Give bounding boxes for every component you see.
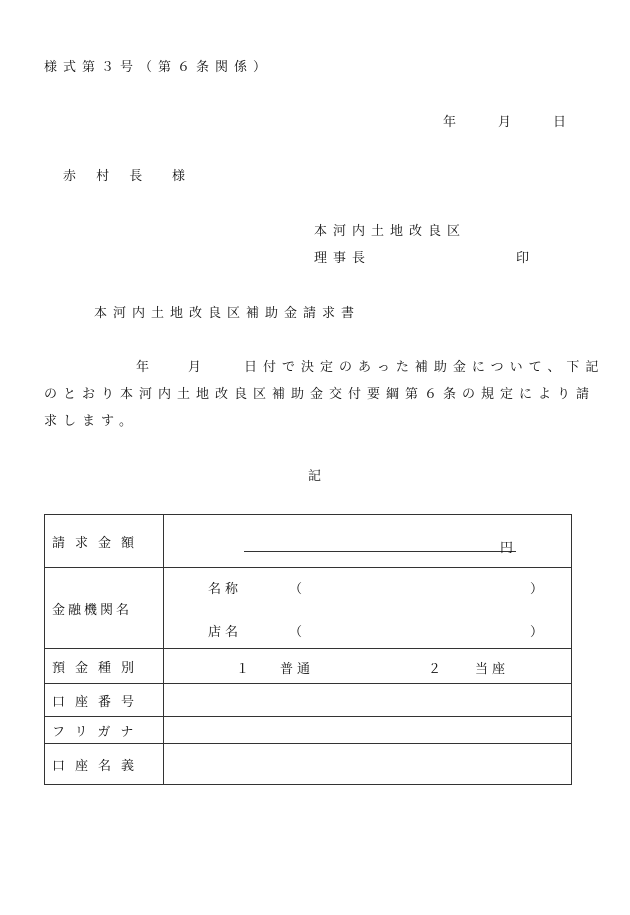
bank-name-label: 名称 [208, 582, 243, 597]
bank-name-paren-close: ） [530, 582, 544, 597]
account-name-cell[interactable] [164, 744, 572, 785]
account-number-cell[interactable] [164, 684, 572, 717]
furigana-row [45, 717, 572, 744]
ki-heading: 記 [308, 469, 322, 484]
form-number: 様式第３号（第６条関係） [44, 60, 273, 75]
sender-title: 理事長 [314, 251, 372, 266]
deposit-type-label: 預金種別 [45, 649, 164, 684]
deposit-option-1-number: １ [236, 662, 250, 677]
bank-branch-label: 店名 [208, 625, 243, 640]
account-number-row [45, 684, 572, 717]
body-line-1: 日付で決定のあった補助金について、下記 [244, 360, 605, 375]
amount-unit: 円 [500, 541, 514, 556]
document-title: 本河内土地改良区補助金請求書 [94, 306, 361, 321]
date-day: 日 [553, 115, 567, 130]
body-line-3: 求します。 [44, 414, 138, 429]
bank-branch-paren-close: ） [530, 625, 544, 640]
date-year: 年 [443, 115, 457, 130]
body-month: 月 [188, 360, 202, 375]
bank-row [45, 568, 572, 649]
addressee-name: 赤 村 長 [63, 169, 151, 184]
bank-branch-paren-open: （ [289, 625, 303, 640]
seal-mark: 印 [516, 251, 530, 266]
furigana-label: フリガナ [45, 717, 164, 744]
bank-name-paren-open: （ [289, 582, 303, 597]
deposit-option-1[interactable]: 普通 [280, 662, 315, 677]
amount-row [45, 515, 572, 568]
amount-label: 請求金額 [45, 515, 164, 568]
bank-cell[interactable] [164, 568, 572, 649]
body-line-2: のとおり本河内土地改良区補助金交付要綱第６条の規定により請 [44, 387, 596, 402]
amount-underline [244, 551, 516, 552]
sender-organization: 本河内土地改良区 [314, 224, 467, 239]
bank-label: 金融機関名 [45, 568, 164, 649]
deposit-type-cell[interactable] [164, 649, 572, 684]
body-year: 年 [136, 360, 150, 375]
deposit-option-2-number: ２ [428, 662, 442, 677]
furigana-cell[interactable] [164, 717, 572, 744]
account-number-label: 口座番号 [45, 684, 164, 717]
account-name-row [45, 744, 572, 785]
request-table [44, 514, 572, 785]
amount-cell[interactable] [164, 515, 572, 568]
date-month: 月 [498, 115, 512, 130]
addressee-honorific: 様 [172, 169, 186, 184]
deposit-type-row [45, 649, 572, 684]
deposit-option-2[interactable]: 当座 [475, 662, 510, 677]
account-name-label: 口座名義 [45, 744, 164, 785]
